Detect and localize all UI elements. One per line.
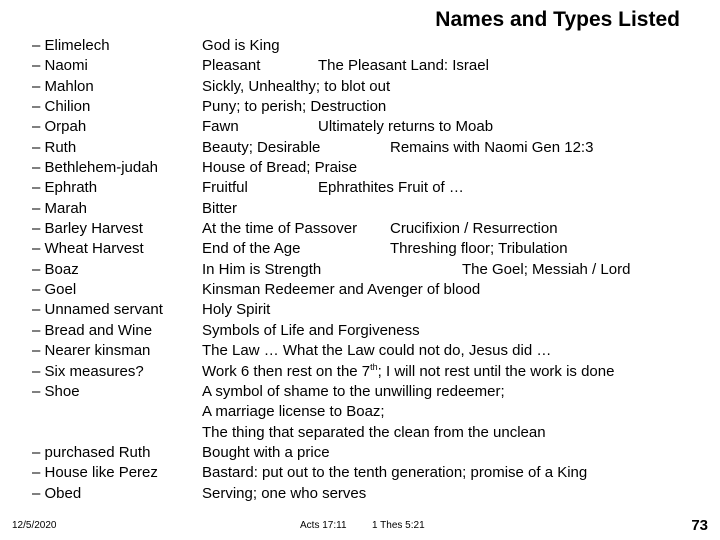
meaning-item: God is King bbox=[202, 37, 280, 54]
type-text: The Goel; Messiah / Lord bbox=[462, 260, 631, 278]
name-item: – Unnamed servant bbox=[32, 301, 163, 319]
meaning-item: House of Bread; Praise bbox=[202, 159, 358, 177]
meaning-item bbox=[202, 239, 707, 259]
name-item: – Naomi bbox=[32, 57, 88, 75]
name-item: – Chilion bbox=[32, 98, 91, 116]
name-item: – Goel bbox=[32, 281, 77, 299]
name-item: – Wheat Harvest bbox=[32, 240, 144, 258]
name-item: – Marah bbox=[32, 199, 88, 217]
superscript: th bbox=[370, 361, 378, 372]
meaning-item: Symbols of Life and Forgiveness bbox=[202, 321, 420, 339]
name-item: – Orpah bbox=[32, 118, 87, 136]
footer-reference: 1 Thes 5:21 bbox=[372, 520, 425, 531]
meaning-item: Work 6 then rest on the 7th; I will not rest until the work is done bbox=[202, 361, 615, 380]
type-text: Ultimately returns to Moab bbox=[318, 118, 494, 136]
meaning-item bbox=[202, 219, 707, 239]
meaning-item bbox=[202, 260, 707, 280]
name-item: – Obed bbox=[32, 484, 82, 502]
meaning-item bbox=[202, 56, 707, 76]
meaning-text: In Him is Strength bbox=[202, 260, 322, 278]
name-item: – Bread and Wine bbox=[32, 321, 153, 339]
page-number: 73 bbox=[691, 517, 708, 534]
meaning-text: Fawn bbox=[202, 118, 239, 136]
name-item: – Ruth bbox=[32, 138, 77, 156]
name-item: – Mahlon bbox=[32, 77, 94, 95]
meaning-item: Puny; to perish; Destruction bbox=[202, 98, 387, 116]
meaning-item bbox=[202, 117, 707, 137]
footer-reference: Acts 17:11 bbox=[300, 520, 347, 531]
footer-date: 12/5/2020 bbox=[12, 520, 57, 531]
meaning-item: Kinsman Redeemer and Avenger of blood bbox=[202, 281, 481, 299]
type-text: Remains with Naomi Gen 12:3 bbox=[390, 138, 594, 156]
name-item: – Six measures? bbox=[32, 362, 144, 380]
meaning-item: Serving; one who serves bbox=[202, 484, 367, 502]
meaning-item: The thing that separated the clean from the unclean bbox=[202, 423, 546, 441]
type-text: Crucifixion / Resurrection bbox=[390, 220, 558, 238]
meaning-item: A symbol of shame to the unwilling redeemer; bbox=[202, 382, 505, 400]
name-item: – Nearer kinsman bbox=[32, 342, 151, 360]
name-item: – Boaz bbox=[32, 260, 79, 278]
meaning-item bbox=[202, 178, 707, 198]
meaning-item: Holy Spirit bbox=[202, 301, 271, 319]
name-item: – Barley Harvest bbox=[32, 220, 143, 238]
name-item: – House like Perez bbox=[32, 464, 158, 482]
meaning-text: End of the Age bbox=[202, 240, 301, 258]
meaning-text: Fruitful bbox=[202, 179, 248, 197]
meaning-item bbox=[202, 138, 707, 158]
names-column bbox=[32, 36, 197, 504]
name-item: – Ephrath bbox=[32, 179, 98, 197]
name-item: – Elimelech bbox=[32, 37, 110, 54]
type-text: Threshing floor; Tribulation bbox=[390, 240, 568, 258]
meaning-text: Beauty; Desirable bbox=[202, 138, 321, 156]
type-text: Ephrathites Fruit of … bbox=[318, 179, 464, 197]
meaning-text: At the time of Passover bbox=[202, 220, 358, 238]
meaning-text: Pleasant bbox=[202, 57, 261, 75]
page-title: Names and Types Listed bbox=[435, 8, 680, 31]
meaning-item: The Law … What the Law could not do, Jesus did … bbox=[202, 342, 552, 360]
meaning-item: Bastard: put out to the tenth generation; promise of a King bbox=[202, 464, 588, 482]
meaning-item: Bitter bbox=[202, 199, 238, 217]
name-item: – purchased Ruth bbox=[32, 443, 151, 461]
type-text: The Pleasant Land: Israel bbox=[318, 57, 489, 75]
meaning-item: A marriage license to Boaz; bbox=[202, 403, 385, 421]
meanings-column bbox=[202, 36, 707, 504]
name-item: – Shoe bbox=[32, 382, 80, 400]
meaning-item: Bought with a price bbox=[202, 443, 330, 461]
name-item: – Bethlehem-judah bbox=[32, 159, 158, 177]
meaning-item: Sickly, Unhealthy; to blot out bbox=[202, 77, 391, 95]
